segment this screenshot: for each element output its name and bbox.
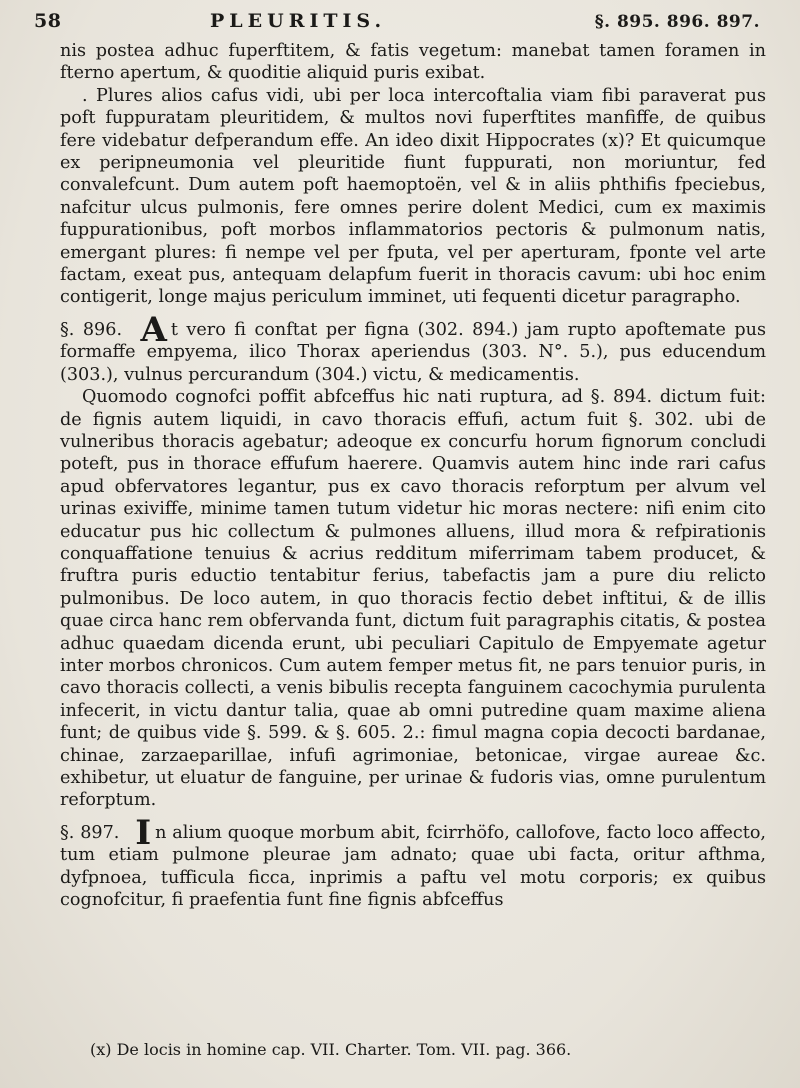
running-title: PLEURITIS. — [210, 10, 387, 32]
page-number: 58 — [34, 10, 62, 32]
section-range: §. 895. 896. 897. — [594, 12, 760, 32]
section-897 — [60, 812, 767, 912]
page-body — [60, 40, 766, 911]
footnote: (x) De locis in homine cap. VII. Charter. Tom. VII. pag. 366. — [90, 1040, 572, 1059]
running-header — [34, 6, 760, 40]
paragraph: nis postea adhuc fuperftitem, & fatis vegetum: manebat tamen foramen in fterno apertum, & quoditie aliquid puris exibat. — [60, 41, 766, 84]
section-896 — [60, 309, 766, 386]
paragraph: Quomodo cognofci poffit abfceffus hic nati ruptura, ad §. 894. dictum fuit: de fignis autem liquidi, in cavo thoracis effufi, actum fuit §. 302. ubi de vulneribus thoracis agebatur; adeoque ex concurfu horum fignorum concludi poteft, pus in thorace effufum haerere. Quamvis autem hinc inde rari cafus apud obfervatores legantur, pus ex cavo thoracis reforptum per alvum vel urinas exiviffe, minime tamen tutum videtur hic moras nectere: nifi enim cito educatur pus hic collectum & pulmones alluens, illud mora & refpirationis conquaffatione tenuius & acrius redditum miferrimam tabem producet, & fruftra puris eductio tentabitur ferius, tabefactis jam a pure diu relicto pulmonibus. De loco autem, in quo thoracis fectio debet inftitui, & de illis quae circa hanc rem obfervanda funt, dictum fuit paragraphis citatis, & postea adhuc quaedam dicenda erunt, ubi peculiari Capitulo de Empyemate agetur inter morbos chronicos. Cum autem femper metus fit, ne pars tenuior puris, in cavo thoracis collecti, a venis bibulis recepta fanguinem cacochymia purulenta infecerit, in victu dantur talia, quae ab omni putredine quam maxime aliena funt; de quibus vide §. 599. & §. 605. 2.: fimul magna copia decocti bardanae, chinae, zarzaeparillae, infufi agrimoniae, betonicae, virgae aureae &c. exhibetur, ut eluatur de fanguine, per urinae & fudoris vias, omne purulentum reforptum. — [60, 387, 766, 811]
drop-cap: I — [135, 812, 152, 853]
section-number: §. 897. — [60, 822, 120, 843]
section-text: t vero fi conftat per figna (302. 894.) jam rupto apoftemate pus formaffe empyema, ilico Thorax aperiendus (303. N°. 5.), pus educendum (303.), vulnus percurandum (304.) victu, & medicamentis. — [60, 319, 766, 385]
section-number: §. 896. — [60, 319, 123, 340]
paragraph: . Plures alios cafus vidi, ubi per loca intercoftalia viam fibi paraverat pus poft fuppuratam pleuritidem, & multos novi fuperftites manfiffe, de quibus fere videbatur defperandum effe. An ideo dixit Hippocrates (x)? Et quicumque ex peripneumonia vel pleuritide fiunt fuppurati, non moriuntur, fed convalefcunt. Dum autem poft haemoptoën, vel & in aliis phthifis fpeciebus, nafcitur ulcus pulmonis, fere omnes perire dolent Medici, cum ex maximis fuppurationibus, poft morbos inflammatorios pectoris & pulmonum natis, emergant plures: fi nempe vel per fputa, vel per aperturam, fponte vel arte factam, exeat pus, antequam delapfum fuerit in thoracis cavum: ubi hoc enim contigerit, longe majus periculum imminet, uti fequenti dicetur paragrapho. — [60, 85, 766, 308]
section-text: n alium quoque morbum abit, fcirrhöfo, callofove, facto loco affecto, tum etiam pulmone pleurae jam adnato; quae ubi facta, oritur afthma, dyfpnoea, tufficula ficca, inprimis a paftu vel motu corporis; ex quibus cognofcitur, fi praefentia funt fine fignis abfceffus — [60, 822, 767, 911]
drop-cap: A — [140, 309, 167, 350]
